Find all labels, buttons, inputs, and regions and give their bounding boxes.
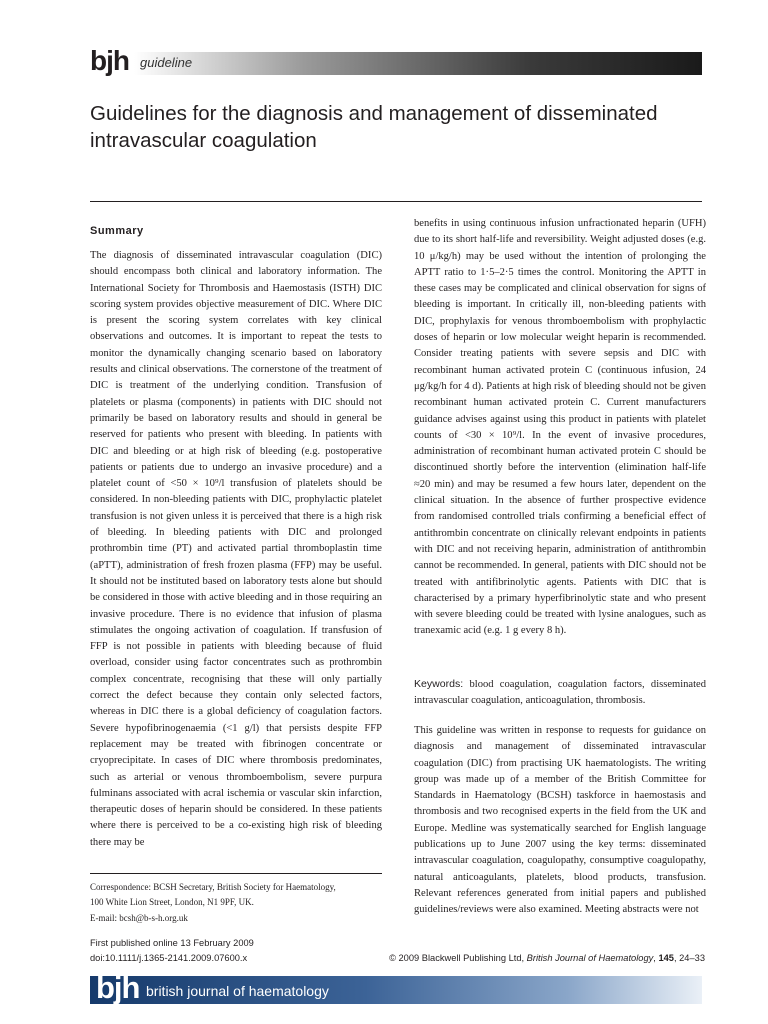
doi-link[interactable]: doi:10.1111/j.1365-2141.2009.07600.x xyxy=(90,953,248,963)
correspondence-email[interactable]: E-mail: bcsh@b-s-h.org.uk xyxy=(90,912,188,923)
header-gradient-bar xyxy=(134,52,702,75)
page-range: , 24–33 xyxy=(673,953,705,963)
summary-paragraph-right: benefits in using continuous infusion unfractionated heparin (UFH) due to its short half-life and reversibility. Weight adjusted doses (e.g. 10 μ/kg/h) may be used without the intention of prolonging the APTT ratio to 1·5–2·5 times the control. Monitoring the APTT in these cases may be complicated and clinical observation for signs of bleeding is important. In critically ill, non-bleeding patients with DIC, prophylaxis for venous thromboembolism with prophylactic doses of heparin or low molecular weight heparin is recommended. Consider treating patients with severe sepsis and DIC with recombinant human activated protein C (continuous infusion, 24 μg/kg/h for 4 d). Patients at high risk of bleeding should not be given recombinant human activated protein C. Current manufacturers guidance advises against using this product in patients with platelet counts of <30 × 10⁹/l. In the event of invasive procedures, administration of recombinant human activated protein C should be discontinued shortly before the intervention (elimination half-life ≈20 min) and may be resumed a few hours later, dependent on the clinical situation. In the absence of further prospective evidence from randomised controlled trials confirming a beneficial effect of antithrombin concentrate on clinically relevant endpoints in patients with DIC and not receiving heparin, administration of antithrombin cannot be recommended. In general, patients with DIC should not be treated with antifibrinolytic agents. Patients with DIC that is characterised by a primary hyperfibrinolytic state and who present with severe bleeding could be treated with lysine analogues, such as tranexamic acid (e.g. 1 g every 8 h). xyxy=(414,218,706,637)
journal-logo: bjh xyxy=(90,45,129,76)
footer-journal-name: british journal of haematology xyxy=(146,983,329,999)
summary-paragraph-left: The diagnosis of disseminated intravascular coagulation (DIC) should encompass both clinical and laboratory information. The International Society for Thrombosis and Haemostasis (ISTH) DIC scoring system provides objective measurement of DIC. Where DIC is present the scoring system correlates with key clinical observations and outcomes. It is important to repeat the tests to monitor the dynamically changing scenario based on laboratory results and clinical observations. The cornerstone of the treatment of DIC is treatment of the underlying condition. Transfusion of platelets or plasma (components) in patients with DIC should not primarily be based on laboratory results and should in general be reserved for patients who present with bleeding. In patients with DIC and bleeding or at high risk of bleeding (e.g. postoperative patients or patients due to undergo an invasive procedure) and a platelet count of <50 × 10⁹/l transfusion of platelets should be considered. In non-bleeding patients with DIC, prophylactic platelet transfusion is not given unless it is perceived that there is a high risk of bleeding. In bleeding patients with DIC and prolonged prothrombin time (PT) and activated partial thromboplastin time (aPTT), administration of fresh frozen plasma (FFP) may be useful. It should not be instituted based on laboratory tests alone but should be considered in those with active bleeding and in those requiring an invasive procedure. There is no evidence that infusion of plasma stimulates the ongoing activation of coagulation. If transfusion of FFP is not possible in patients with bleeding because of fluid overload, consider using factor concentrates such as prothrombin complex concentrate, recognising that these will only partially correct the defect because they contain only selected factors, whereas in DIC there is a global deficiency of coagulation factors. Severe hypofibrinogenaemia (<1 g/l) that persists despite FFP replacement may be treated with fibrinogen concentrate or cryoprecipitate. In cases of DIC where thrombosis predominates, such as arterial or venous thromboembolism, severe purpura fulminans associated with acral ischemia or vascular skin infarction, therapeutic doses of heparin should be considered. In these patients where there is perceived to be a co-existing high risk of bleeding there may be xyxy=(90,250,382,848)
keywords-label: Keywords: xyxy=(414,678,464,690)
summary-heading: Summary xyxy=(90,225,144,237)
summary-right-column xyxy=(414,216,706,640)
first-published: First published online 13 February 2009 xyxy=(90,938,254,948)
article-title xyxy=(90,100,710,154)
footer-journal-logo: bjh xyxy=(96,970,140,1005)
journal-footer-bar xyxy=(90,970,702,1005)
article-title-line-1: Guidelines for the diagnosis and management of disseminated xyxy=(90,102,658,125)
correspondence-block xyxy=(90,880,390,926)
publication-info xyxy=(90,936,254,966)
article-title-line-2: intravascular coagulation xyxy=(90,129,317,152)
keywords-block xyxy=(414,676,706,710)
volume-number: 145 xyxy=(658,953,674,963)
summary-left-column xyxy=(90,248,382,851)
correspondence-divider xyxy=(90,873,382,874)
copyright-line: © 2009 Blackwell Publishing Ltd, British Journal of Haematology, 145, 24–33 xyxy=(389,953,705,963)
correspondence-line-2: 100 White Lion Street, London, N1 9PF, UK. xyxy=(90,897,254,908)
section-label: guideline xyxy=(140,55,193,70)
journal-header-banner xyxy=(90,45,702,78)
journal-name: British Journal of Haematology xyxy=(526,953,654,963)
introduction-paragraph: This guideline was written in response to requests for guidance on diagnosis and management of disseminated intravascular coagulation (DIC) from practising UK haematologists. The writing group was made up of a member of the British Committee for Standards in Haematology (BCSH) taskforce in haemostasis and thrombosis and two recognised experts in the field from the UK and Europe. Medline was systematically searched for English language publications up to June 2007 using the key terms: disseminated intravascular coagulation, coagulopathy, consumptive coagulopathy, natural anticoagulants, platelets, blood products, transfusion. Relevant references generated from initial papers and published guidelines/reviews were also examined. Meeting abstracts were not xyxy=(414,725,706,916)
keywords-text: blood coagulation, coagulation factors, disseminated intravascular coagulation, anticoagulation, thrombosis. xyxy=(414,679,706,707)
correspondence-line-1: Correspondence: BCSH Secretary, British Society for Haematology, xyxy=(90,882,336,892)
copyright-prefix: © 2009 Blackwell Publishing Ltd, xyxy=(389,953,527,963)
title-divider xyxy=(90,201,702,202)
